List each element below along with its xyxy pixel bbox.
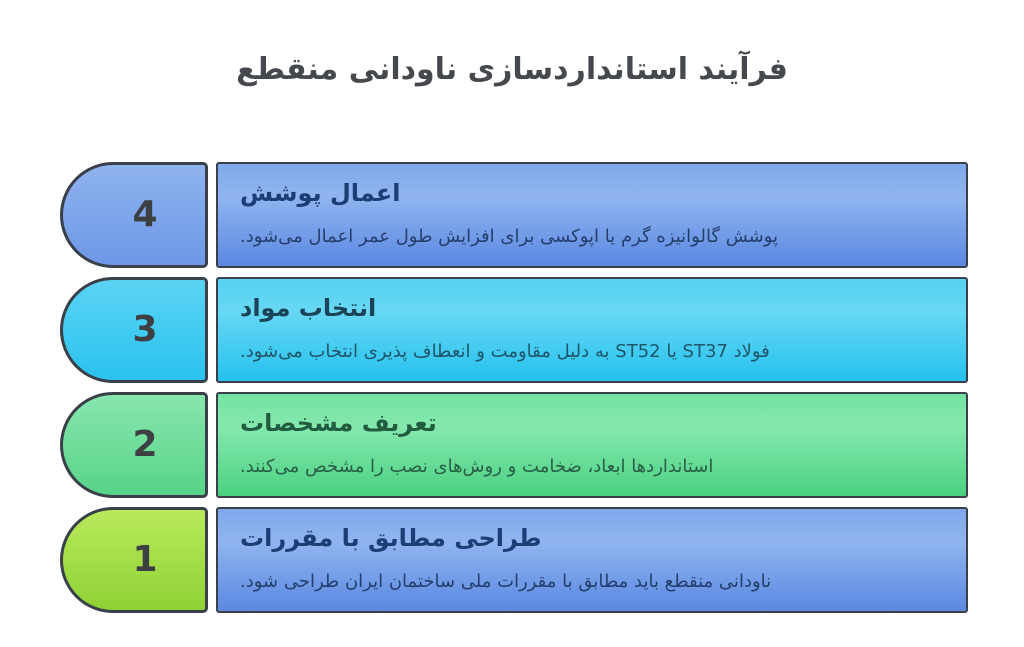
step-content-bar [216, 392, 968, 498]
process-step-row-3 [60, 277, 968, 383]
process-steps-list [60, 162, 968, 613]
step-number: 1 [132, 539, 158, 580]
step-content-bar [216, 507, 968, 613]
step-title: انتخاب مواد [240, 294, 377, 322]
process-step-row-4 [60, 162, 968, 268]
step-title: اعمال پوشش [240, 179, 401, 207]
step-content-bar [216, 277, 968, 383]
step-number-badge [60, 162, 208, 268]
process-step-row-1 [60, 507, 968, 613]
step-number-badge [60, 507, 208, 613]
step-title: طراحی مطابق با مقررات [240, 524, 542, 552]
page-title: فرآیند استانداردسازی ناودانی منقطع [236, 52, 788, 87]
step-description: استانداردها ابعاد، ضخامت و روش‌های نصب را مشخص می‌کنند. [240, 456, 714, 477]
step-number: 2 [132, 424, 158, 465]
step-number-badge [60, 392, 208, 498]
step-number: 3 [132, 309, 158, 350]
step-description: پوشش گالوانیزه گرم یا اپوکسی برای افزایش طول عمر اعمال می‌شود. [240, 226, 779, 247]
step-number-badge [60, 277, 208, 383]
step-description: فولاد ST37 یا ST52 به دلیل مقاومت و انعطاف پذیری انتخاب می‌شود. [240, 341, 770, 362]
step-description: ناودانی منقطع باید مطابق با مقررات ملی ساختمان ایران طراحی شود. [240, 571, 772, 592]
step-number: 4 [132, 194, 158, 235]
step-title: تعریف مشخصات [240, 409, 437, 437]
step-content-bar [216, 162, 968, 268]
process-step-row-2 [60, 392, 968, 498]
